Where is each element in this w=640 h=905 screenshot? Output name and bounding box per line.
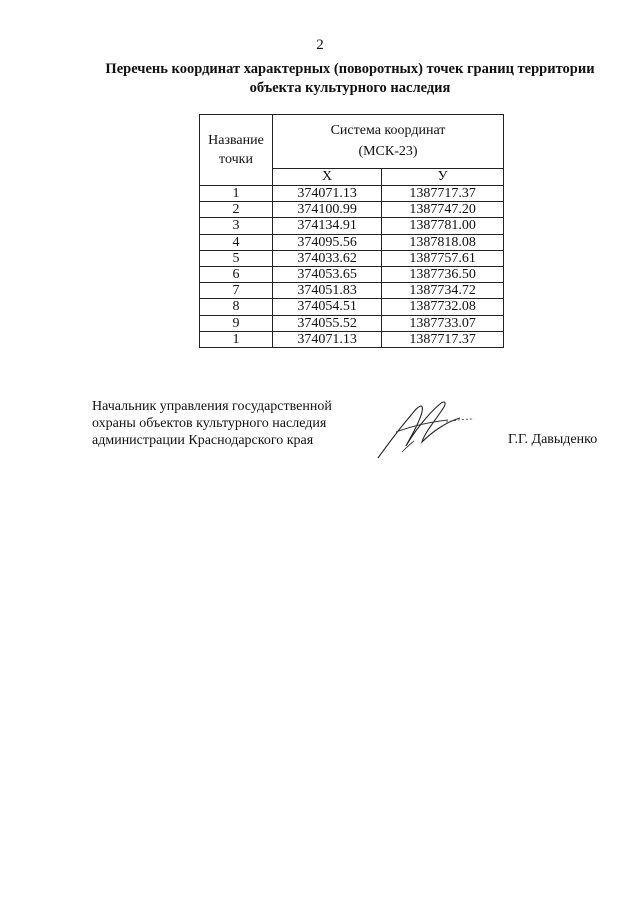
handwritten-signature [372,392,477,464]
y-coordinate-cell: 1387734.72 [382,283,504,299]
x-coordinate-cell: 374071.13 [273,186,382,202]
table-row [200,299,504,315]
point-name-cell: 7 [200,283,273,299]
header-y: У [382,168,504,185]
x-coordinate-cell: 374051.83 [273,283,382,299]
x-coordinate-cell: 374033.62 [273,250,382,266]
table-row [200,283,504,299]
header-x: X [273,168,382,185]
y-coordinate-cell: 1387781.00 [382,218,504,234]
y-coordinate-cell: 1387732.08 [382,299,504,315]
table-row [200,315,504,331]
table-row [200,218,504,234]
table-row [200,266,504,282]
point-name-cell: 2 [200,202,273,218]
header-point-name [200,115,273,186]
document-title [60,60,640,98]
point-name-cell: 3 [200,218,273,234]
header-point-name-line-1: Название [208,133,264,148]
signatory-line-3: администрации Краснодарского края [92,433,314,448]
signatory-name: Г.Г. Давыденко [508,432,598,447]
x-coordinate-cell: 374100.99 [273,202,382,218]
x-coordinate-cell: 374071.13 [273,331,382,347]
y-coordinate-cell: 1387733.07 [382,315,504,331]
table-row [200,202,504,218]
y-coordinate-cell: 1387736.50 [382,266,504,282]
title-line-1: Перечень координат характерных (поворотных) точек границ территории [105,61,595,77]
table-row [200,234,504,250]
point-name-cell: 6 [200,266,273,282]
signatory-position [92,398,382,449]
x-coordinate-cell: 374054.51 [273,299,382,315]
y-coordinate-cell: 1387717.37 [382,331,504,347]
table-row [200,186,504,202]
x-coordinate-cell: 374134.91 [273,218,382,234]
header-coordinate-system [273,115,504,169]
table-row [200,250,504,266]
y-coordinate-cell: 1387757.61 [382,250,504,266]
signatory-line-1: Начальник управления государственной [92,399,332,414]
point-name-cell: 4 [200,234,273,250]
y-coordinate-cell: 1387717.37 [382,186,504,202]
x-coordinate-cell: 374095.56 [273,234,382,250]
signatory-line-2: охраны объектов культурного наследия [92,416,327,431]
x-coordinate-cell: 374055.52 [273,315,382,331]
header-system-line-2: (МСК-23) [358,144,418,160]
header-point-name-line-2: точки [219,152,253,167]
title-line-2: объекта культурного наследия [249,80,451,96]
coordinates-table [199,114,504,348]
x-coordinate-cell: 374053.65 [273,266,382,282]
point-name-cell: 1 [200,186,273,202]
y-coordinate-cell: 1387818.08 [382,234,504,250]
page-number: 2 [316,37,324,53]
header-system-line-1: Система координат [330,123,446,139]
point-name-cell: 8 [200,299,273,315]
point-name-cell: 9 [200,315,273,331]
point-name-cell: 1 [200,331,273,347]
point-name-cell: 5 [200,250,273,266]
table-row [200,331,504,347]
coordinates-table-body [200,186,504,348]
y-coordinate-cell: 1387747.20 [382,202,504,218]
